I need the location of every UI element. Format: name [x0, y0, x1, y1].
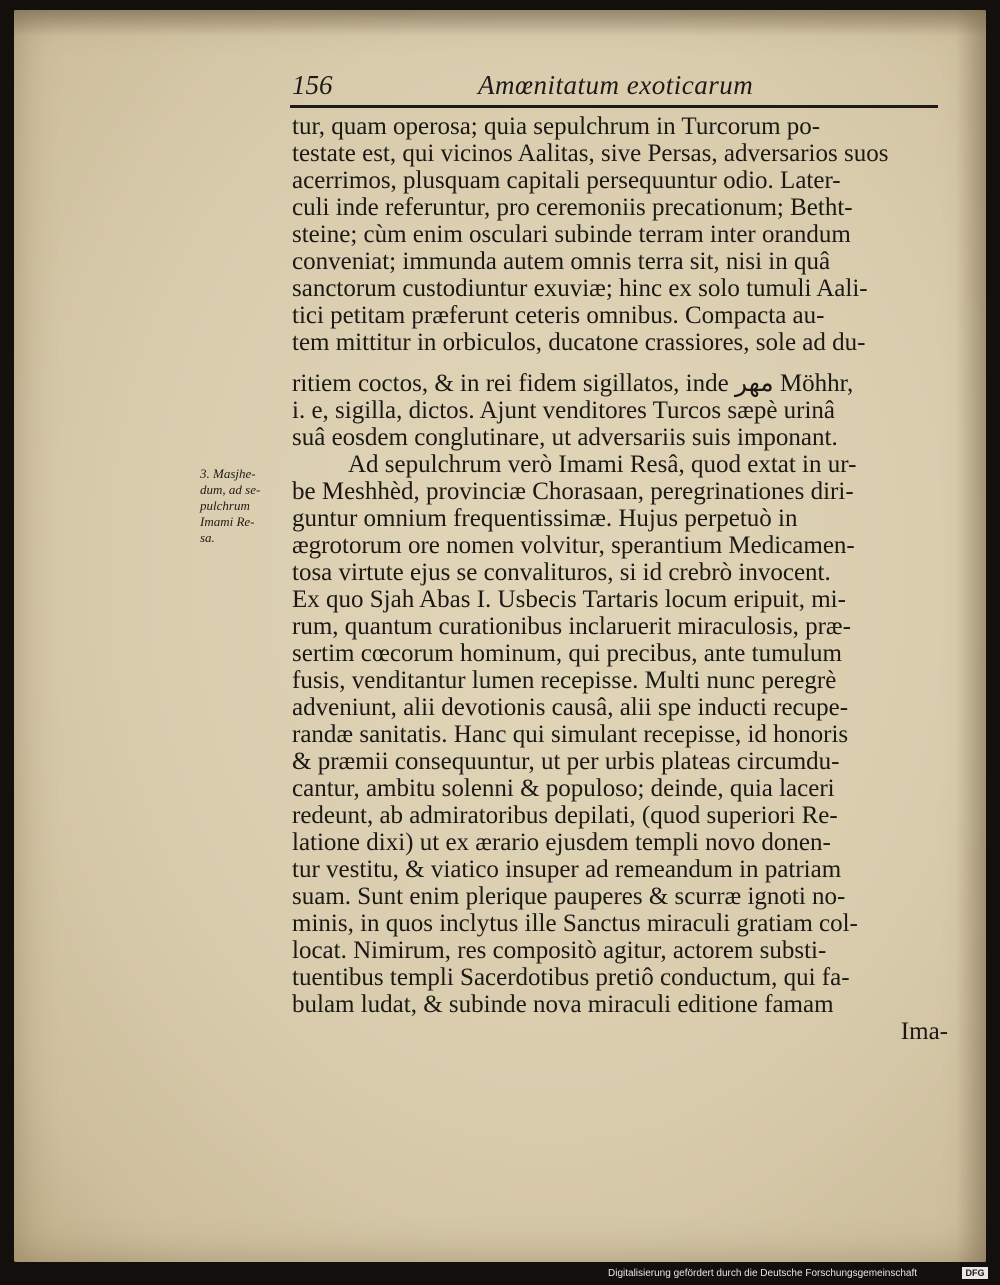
text-line: steine; cùm enim osculari subinde terram inter orandum [292, 221, 851, 248]
text-line: redeunt, ab admiratoribus depilati, (quod superiori Re- [292, 802, 838, 829]
text-line: culi inde referuntur, pro ceremoniis precationum; Betht- [292, 194, 853, 221]
text-line: sanctorum custodiuntur exuviæ; hinc ex solo tumuli Aali- [292, 275, 868, 302]
running-head: Amœnitatum exoticarum [478, 70, 754, 100]
marginal-note-line: sa. [200, 530, 215, 545]
page-edge-shadow-top [14, 10, 986, 36]
text-line: ægrotorum ore nomen volvitur, sperantium Medicamen- [292, 532, 855, 559]
marginal-note-line: Imami Re- [200, 514, 255, 529]
text-line: tem mittitur in orbiculos, ducatone crassiores, sole ad du- [292, 329, 866, 356]
text-line: tuentibus templi Sacerdotibus pretiô conductum, qui fa- [292, 964, 850, 991]
text-line: conveniat; immunda autem omnis terra sit, nisi in quâ [292, 248, 831, 275]
text-line: ritiem coctos, & in rei fidem sigillatos, inde مهر Möhhr, [292, 370, 854, 397]
text-line: i. e, sigilla, dictos. Ajunt venditores Turcos sæpè urinâ [292, 397, 836, 424]
text-line: testate est, qui vicinos Aalitas, sive Persas, adversarios suos [292, 140, 889, 167]
marginal-note-line: dum, ad se- [200, 482, 261, 497]
text-line: suâ eosdem conglutinare, ut adversariis suis imponant. [292, 424, 838, 451]
text-line: adveniunt, alii devotionis causâ, alii spe inducti recupe- [292, 694, 849, 721]
text-line: bulam ludat, & subinde nova miraculi editione famam [292, 991, 834, 1018]
body-text [292, 113, 952, 1045]
dfg-logo: DFG [962, 1267, 988, 1279]
text-line: suam. Sunt enim plerique pauperes & scurræ ignoti no- [292, 883, 846, 910]
text-line: acerrimos, plusquam capitali persequuntur odio. Later- [292, 167, 841, 194]
page-number: 156 [292, 70, 333, 100]
text-line: sertim cœcorum hominum, qui precibus, ante tumulum [292, 640, 842, 667]
page-edge-shadow-right [956, 10, 986, 1262]
text-line: & præmii consequuntur, ut per urbis plateas circumdu- [292, 748, 840, 775]
text-line: minis, in quos inclytus ille Sanctus miraculi gratiam col- [292, 910, 858, 937]
digitization-credit: Digitalisierung gefördert durch die Deutsche Forschungsgemeinschaft [608, 1268, 918, 1279]
text-line: fusis, venditantur lumen recepisse. Multi nunc peregrè [292, 667, 837, 694]
marginal-note-line: 3. Masjhe- [200, 466, 256, 481]
text-line: locat. Nimirum, res compositò agitur, actorem substi- [292, 937, 827, 964]
text-line: randæ sanitatis. Hanc qui simulant recepisse, id honoris [292, 721, 849, 748]
text-line: Ex quo Sjah Abas I. Usbecis Tartaris locum eripuit, mi- [292, 586, 846, 613]
text-line: be Meshhèd, provinciæ Chorasaan, peregrinationes diri- [292, 478, 854, 505]
marginal-note [200, 466, 295, 546]
text-line: guntur omnium frequentissimæ. Hujus perpetuò in [292, 505, 798, 532]
text-line: rum, quantum curationibus inclaruerit miraculosis, præ- [292, 613, 851, 640]
text-line: tur vestitu, & viatico insuper ad remeandum in patriam [292, 856, 842, 883]
text-line: tosa virtute ejus se convalituros, si id crebrò invocent. [292, 559, 831, 586]
paragraph-first-line: Ad sepulchrum verò Imami Resâ, quod extat in ur- [348, 451, 857, 478]
text-line: tici petitam præferunt ceteris omnibus. Compacta au- [292, 302, 825, 329]
text-line: cantur, ambitu solenni & populoso; deinde, quia laceri [292, 775, 835, 802]
catchword: Ima- [900, 1018, 948, 1045]
marginal-note-line: pulchrum [200, 498, 250, 513]
text-line: latione dixi) ut ex ærario ejusdem templi novo donen- [292, 829, 831, 856]
header-rule [290, 105, 938, 108]
text-line: tur, quam operosa; quia sepulchrum in Turcorum po- [292, 113, 821, 140]
